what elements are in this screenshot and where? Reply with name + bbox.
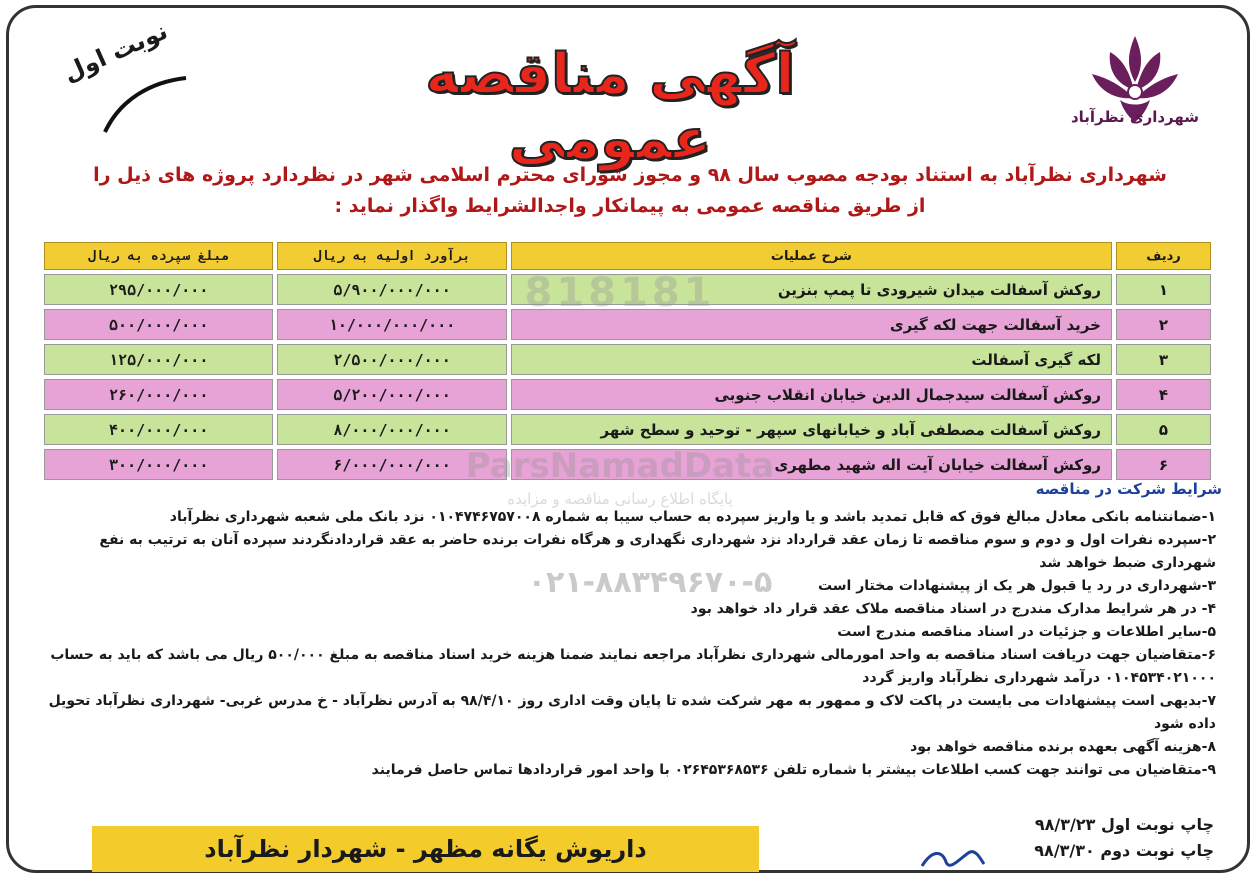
intro-paragraph xyxy=(40,160,1220,222)
row-deposit: ۲۶۰/۰۰۰/۰۰۰ xyxy=(44,379,273,410)
header-estimate: برآورد اولیه به ریال xyxy=(277,242,506,270)
condition-item: ۴- در هر شرایط مدارک مندرج در اسناد مناقصه ملاک عقد قرار داد خواهد بود xyxy=(690,601,1216,617)
table-row xyxy=(44,274,1211,305)
print-date-first: چاپ نوبت اول ۹۸/۳/۲۳ xyxy=(1034,815,1214,834)
condition-item: ۲-سپرده نفرات اول و دوم و سوم مناقصه تا زمان عقد قرارداد نزد شهرداری نگهداری و هرگاه نفرات برنده حاضر به عقد قراردادنگردند سپرده آنان به ترتیب به نفع شهرداری ضبط خواهد شد xyxy=(99,532,1216,571)
condition-item: ۳-شهرداری در رد یا قبول هر یک از پیشنهادات مختار است xyxy=(817,578,1216,594)
row-number: ۶ xyxy=(1116,449,1211,480)
print-dates xyxy=(1034,812,1214,864)
page-title: آگهی مناقصه عمومی xyxy=(425,42,795,172)
row-deposit: ۲۹۵/۰۰۰/۰۰۰ xyxy=(44,274,273,305)
intro-line-1: شهرداری نظرآباد به استناد بودجه مصوب سال ۹۸ و مجوز شورای محترم اسلامی شهر در نظردارد پروژه های ذیل را xyxy=(93,164,1167,186)
table-row xyxy=(44,379,1211,410)
round-label: نوبت اول xyxy=(59,16,172,88)
table-row xyxy=(44,344,1211,375)
row-description: روکش آسفالت سیدجمال الدین خیابان انقلاب جنوبی xyxy=(511,379,1112,410)
row-estimate: ۱۰/۰۰۰/۰۰۰/۰۰۰ xyxy=(277,309,506,340)
watermark-phone: ۰۲۱-۸۸۳۴۹۶۷۰-۵ xyxy=(527,565,773,600)
row-number: ۳ xyxy=(1116,344,1211,375)
row-deposit: ۱۲۵/۰۰۰/۰۰۰ xyxy=(44,344,273,375)
row-estimate: ۲/۵۰۰/۰۰۰/۰۰۰ xyxy=(277,344,506,375)
row-description: روکش آسفالت مصطفی آباد و خیابانهای سپهر - توحید و سطح شهر xyxy=(511,414,1112,445)
condition-item: ۶-متقاضیان جهت دریافت اسناد مناقصه به واحد امورمالی شهرداری نظرآباد مراجعه نمایند ضمنا هزینه خرید اسناد مناقصه به مبلغ ۵۰۰/۰۰۰ ریال می باشد که باید به حساب ۰۱۰۴۵۳۴۰۲۱۰۰۰ درآمد شهرداری نظرآباد واریز گردد xyxy=(50,647,1216,686)
table-row xyxy=(44,449,1211,480)
print-date-second: چاپ نوبت دوم ۹۸/۳/۳۰ xyxy=(1034,841,1214,860)
logo-caption: شهرداری نظرآباد xyxy=(1070,108,1200,126)
conditions-list xyxy=(36,506,1216,782)
header-deposit: مبلغ سپرده به ریال xyxy=(44,242,273,270)
header-row-number: ردیف xyxy=(1116,242,1211,270)
signature-banner: داریوش یگانه مظهر - شهردار نظرآباد xyxy=(92,826,759,872)
row-number: ۵ xyxy=(1116,414,1211,445)
row-deposit: ۳۰۰/۰۰۰/۰۰۰ xyxy=(44,449,273,480)
row-description: روکش آسفالت خیابان آیت اله شهید مطهری xyxy=(511,449,1112,480)
operations-table xyxy=(40,238,1215,484)
row-deposit: ۴۰۰/۰۰۰/۰۰۰ xyxy=(44,414,273,445)
row-number: ۲ xyxy=(1116,309,1211,340)
round-curve-decoration xyxy=(100,70,190,140)
table-row xyxy=(44,309,1211,340)
condition-item: ۱-ضمانتنامه بانکی معادل مبالغ فوق که قابل تمدید باشد و یا واریز سپرده به حساب سیبا به شماره ۰۱۰۴۷۴۶۷۵۷۰۰۸ نزد بانک ملی شعبه شهرداری نظرآباد xyxy=(169,509,1216,525)
table-row xyxy=(44,414,1211,445)
municipality-logo-icon xyxy=(1080,20,1190,150)
table-header-row xyxy=(44,242,1211,270)
row-description: خرید آسفالت جهت لکه گیری xyxy=(511,309,1112,340)
watermark-brand: ParsNamadData xyxy=(465,446,775,486)
condition-item: ۸-هزینه آگهی بعهده برنده مناقصه خواهد بود xyxy=(910,739,1216,755)
intro-line-2: از طریق مناقصه عمومی به پیمانکار واجدالشرایط واگذار نماید : xyxy=(334,195,926,217)
row-number: ۴ xyxy=(1116,379,1211,410)
signature-scribble-icon xyxy=(918,846,988,874)
row-number: ۱ xyxy=(1116,274,1211,305)
row-estimate: ۶/۰۰۰/۰۰۰/۰۰۰ xyxy=(277,449,506,480)
row-estimate: ۵/۹۰۰/۰۰۰/۰۰۰ xyxy=(277,274,506,305)
row-deposit: ۵۰۰/۰۰۰/۰۰۰ xyxy=(44,309,273,340)
watermark-code: 818181 xyxy=(524,270,716,316)
watermark-tagline: پایگاه اطلاع رسانی مناقصه و مزایده xyxy=(507,490,733,508)
row-estimate: ۵/۲۰۰/۰۰۰/۰۰۰ xyxy=(277,379,506,410)
header-description: شرح عملیات xyxy=(511,242,1112,270)
row-estimate: ۸/۰۰۰/۰۰۰/۰۰۰ xyxy=(277,414,506,445)
conditions-title: شرایط شرکت در مناقصه xyxy=(1035,480,1222,498)
row-description: لکه گیری آسفالت xyxy=(511,344,1112,375)
condition-item: ۹-متقاضیان می توانند جهت کسب اطلاعات بیشتر با شماره تلفن ۰۲۶۴۵۳۶۸۵۳۶ با واحد امور قراردادها تماس حاصل فرمایند xyxy=(371,762,1216,778)
row-description: روکش آسفالت میدان شیرودی تا پمپ بنزین xyxy=(511,274,1112,305)
condition-item: ۵-سایر اطلاعات و جزئیات در اسناد مناقصه مندرج است xyxy=(837,624,1216,640)
condition-item: ۷-بدیهی است پیشنهادات می بایست در پاکت لاک و ممهور به مهر شرکت شده تا پایان وقت اداری روز ۹۸/۴/۱۰ به آدرس نظرآباد - خ مدرس غربی- شهرداری نظرآباد تحویل داده شود xyxy=(48,693,1216,732)
